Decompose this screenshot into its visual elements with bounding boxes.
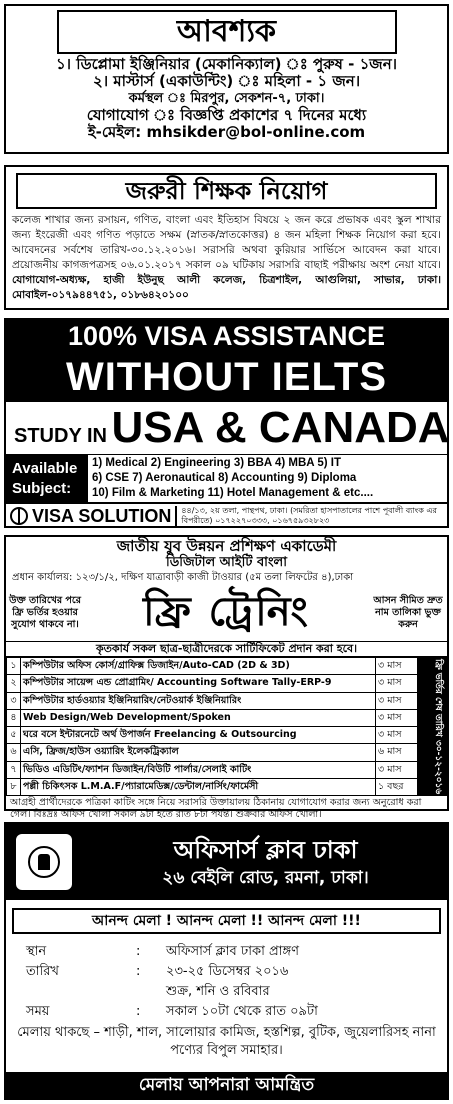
ad3-without-ielts: WITHOUT IELTS — [6, 352, 447, 402]
ad-free-training — [4, 535, 449, 821]
course-name: ভিডিও এডিটিং/ফ্যাশন ডিজাইন/বিউটি পার্লার/সেলাই কাটিং — [21, 761, 376, 778]
ad4-deadline-sidebar: ফ্রি ভর্তির শেষ তারিখ ৩০-১২-২০১৬ — [418, 657, 447, 796]
ad3-address: ৪৪/১৩, ২য় তলা, পান্থপথ, ঢাকা। (সমরিতা হাসপাতালের পাশে পূবালী ব্যাংক এর বিপরীতে) ০১৭২২৭০৩৩৩, ০১৬৭৫৯৩২৮২৩ — [175, 506, 447, 526]
ad-teacher-recruitment — [4, 165, 449, 310]
course-name: ঘরে বসে ইন্টারনেটে অর্থ উপার্জন Freelancing & Outsourcing — [21, 727, 376, 744]
course-name: কম্পিউটার অফিস কোর্স/গ্রাফিক্স ডিজাইন/Auto-CAD (2D & 3D) — [21, 658, 376, 675]
ad1-line-2: ২। মাস্টার্স (একাউন্টিং) ঃ মহিলা - ১ জন। — [92, 72, 361, 90]
ad4-org-subtitle: ডিজিটাল আইটি বাংলা — [165, 555, 287, 570]
ad5-invitation: মেলায় আপনারা আমন্ত্রিত — [6, 1072, 447, 1098]
ad-officers-club-fair — [4, 822, 449, 1100]
ad4-free-training-title: ফ্রি ট্রেনিং — [143, 588, 310, 635]
row-key: সময় — [26, 1004, 50, 1019]
row-value: শুক্র, শনি ও রবিবার — [166, 984, 270, 999]
course-num: ৪ — [7, 709, 21, 726]
ad3-footer — [6, 502, 447, 528]
course-num: ৫ — [7, 727, 21, 744]
ad-job-vacancy — [4, 4, 449, 154]
ad3-visa-assistance: 100% VISA ASSISTANCE — [6, 320, 447, 352]
row-value: সকাল ১০টা থেকে রাত ০৯টা — [166, 1004, 318, 1019]
ad4-course-area — [6, 657, 447, 796]
table-row — [7, 744, 418, 761]
course-duration: ৩ মাস — [376, 675, 418, 692]
course-name: পল্লী চিকিৎসক L.M.A.F/প্যারামেডিক্স/ডেন্টাল/নার্সিং/ফার্মেসী — [21, 778, 376, 795]
ad1-email: ই-মেইল: mhsikder@bol-online.com — [87, 123, 366, 141]
ad5-row-days — [16, 982, 437, 1002]
course-num: ৬ — [7, 744, 21, 761]
ad5-products: মেলায় থাকছে – শাড়ী, শাল, সালোয়ার কামিজ, হস্তশিল্প, বুটিক, জুয়েলারিসহ নানা পণ্যের বিপুল সমাহার। — [17, 1025, 436, 1058]
course-duration: ৩ মাস — [376, 761, 418, 778]
ad2-description: কলেজ শাখার জন্য রসায়ন, গণিত, বাংলা এবং ইতিহাস বিষয়ে ২ জন করে প্রভাষক এবং স্কুল শাখার জন্য ইংরেজী এবং গণিত পড়াতে সক্ষম (স্নাতক/স্নাতকোত্তর) ৪ জন মহিলা শিক্ষক নিয়োগ করা হবে। আবেদনের সর্বশেষ তারিখ-৩০.১২.২০১৬। সরাসরি অথবা কুরিয়ার সার্ভিসে আবেদন করা যাবে। প্রয়োজনীয় কাগজপত্রসহ ০৬.০১.২০১৭ সকাল ০৯ ঘটিকায় সরাসরি বাছাই পরীক্ষায় অংশ নেয়া যাবে। — [12, 214, 441, 271]
ad-visa-solution — [4, 318, 449, 528]
ad3-subjects-line-3: 10) Film & Marketing 11) Hotel Management & etc.... — [92, 487, 374, 499]
course-duration: ১ বছর — [376, 778, 418, 795]
ad5-details — [6, 942, 447, 1022]
ad5-club-name: অফিসার্স ক্লাব ঢাকা — [173, 836, 358, 864]
table-row — [7, 709, 418, 726]
ad4-banner — [6, 585, 447, 641]
ad3-study-label: STUDY IN — [14, 425, 107, 447]
course-num: ৭ — [7, 761, 21, 778]
table-row — [7, 778, 418, 795]
ad3-countries: USA & CANADA — [111, 403, 450, 452]
course-num: ২ — [7, 675, 21, 692]
course-num: ৩ — [7, 692, 21, 709]
course-name: Web Design/Web Development/Spoken — [21, 709, 376, 726]
ad5-row-venue: স্থান : অফিসার্স ক্লাব ঢাকা প্রাঙ্গণ — [16, 942, 437, 962]
course-duration: ৩ মাস — [376, 658, 418, 675]
row-key: স্থান — [26, 944, 47, 959]
ad5-header — [6, 824, 447, 900]
ad1-line-3: কর্মস্থল ঃ মিরপুর, সেকশন-৭, ঢাকা। — [128, 91, 325, 106]
ad5-row-time: সময় : সকাল ১০টা থেকে রাত ০৯টা — [16, 1002, 437, 1022]
course-name: কম্পিউটার হার্ডওয়্যার ইঞ্জিনিয়ারিং/নেটওয়ার্ক ইঞ্জিনিয়ারিং — [21, 692, 376, 709]
row-key — [16, 982, 136, 1002]
ad4-left-note: উক্ত তারিখের পরে ফ্রি ভর্তির হওয়ার সুযোগ থাকবে না। — [9, 595, 81, 630]
ad5-row-date: তারিখ : ২৩-২৫ ডিসেম্বর ২০১৬ — [16, 962, 437, 982]
ad1-line-1: ১। ডিপ্লোমা ইঞ্জিনিয়ার (মেকানিক্যাল) ঃ পুরুষ - ১জন। — [55, 55, 398, 73]
ad2-contact: যোগাযোগ-অধ্যক্ষ, হাজী ইউনুছ আলী কলেজ, চিত্রশাইল, আগুলিয়া, সাভার, ঢাকা। মোবাইল-০১৭৯৪৪৭৫১, ০১৮৬৪২০১০০ — [12, 274, 441, 301]
table-row — [7, 675, 418, 692]
course-duration: ৩ মাস — [376, 727, 418, 744]
course-name: কম্পিউটার সায়েন্স এন্ড প্রোগ্রামিং/ Accounting Software Tally-ERP-9 — [21, 675, 376, 692]
ad5-club-address: ২৬ বেইলি রোড, রমনা, ঢাকা। — [162, 868, 369, 888]
ad4-org-name: জাতীয় যুব উন্নয়ন প্রশিক্ষণ একাডেমী — [116, 537, 337, 555]
ad5-fair-ribbon: আনন্দ মেলা ! আনন্দ মেলা !! আনন্দ মেলা !!! — [12, 908, 441, 934]
ad4-address: প্রধান কার্যালয়: ১২৩/১/২, দক্ষিণ যাত্রাবাড়ী কাজী টাওয়ার (৫ম তলা লিফটের ৪),ঢাকা — [12, 572, 354, 583]
ad2-title: জরুরী শিক্ষক নিয়োগ — [16, 173, 437, 209]
ad3-subjects — [6, 454, 447, 502]
course-name: এসি, ফ্রিজ/হাউস ওয়্যারিং ইলেকট্রিক্যাল — [21, 744, 376, 761]
course-duration: ৩ মাস — [376, 692, 418, 709]
row-value: ২৩-২৫ ডিসেম্বর ২০১৬ — [166, 964, 289, 979]
row-value: অফিসার্স ক্লাব ঢাকা প্রাঙ্গণ — [166, 944, 299, 959]
course-duration: ৩ মাস — [376, 709, 418, 726]
ad1-line-4: যোগাযোগ ঃ বিজ্ঞপ্তি প্রকাশের ৭ দিনের মধ্যে — [86, 106, 367, 124]
course-duration: ৬ মাস — [376, 744, 418, 761]
ad3-subjects-line-2: 6) CSE 7) Aeronautical 8) Accounting 9) Diploma — [92, 472, 357, 484]
ad4-course-table — [6, 657, 418, 796]
table-row — [7, 727, 418, 744]
table-row — [7, 761, 418, 778]
ad4-certificate-note: কৃতকার্য সকল ছাত্র-ছাত্রীদেরকে সার্টিফিকেট প্রদান করা হবে। — [6, 641, 447, 657]
ad5-titles — [84, 834, 447, 890]
ad3-brand — [6, 506, 171, 527]
ad3-subject-label: Available Subject: — [6, 455, 88, 502]
ad3-subjects-line-1: 1) Medical 2) Engineering 3) BBA 4) MBA 5) IT — [92, 457, 341, 469]
globe-icon — [10, 507, 28, 525]
club-logo-icon — [16, 834, 72, 890]
ad3-subject-list — [88, 455, 447, 502]
ad2-body — [6, 213, 447, 303]
ad3-study-in — [6, 402, 450, 454]
row-key: তারিখ — [26, 964, 59, 979]
ad4-footer-note: আগ্রহী প্রার্থীদেরকে পত্রিকা কাটিং সঙ্গে নিয়ে সরাসরি উক্তায়ালয় ঠিকানায় যোগাযোগ করার জন্য অনুরোধ করা গেল। বিঃদ্রঃ অফিস খোলা সকাল ৯টা হতে রাত ৮টা পর্যন্ত। শুক্রবার অফিস খোলা। — [10, 797, 422, 821]
table-row — [7, 692, 418, 709]
course-num: ১ — [7, 658, 21, 675]
course-num: ৮ — [7, 778, 21, 795]
table-row — [7, 658, 418, 675]
ad4-right-note: আসন সীমিত দ্রুত নাম তালিকা ভুক্ত করুন — [373, 595, 443, 630]
ad3-brand-name: VISA SOLUTION — [32, 505, 172, 526]
ad1-title: আবশ্যক — [57, 10, 397, 54]
